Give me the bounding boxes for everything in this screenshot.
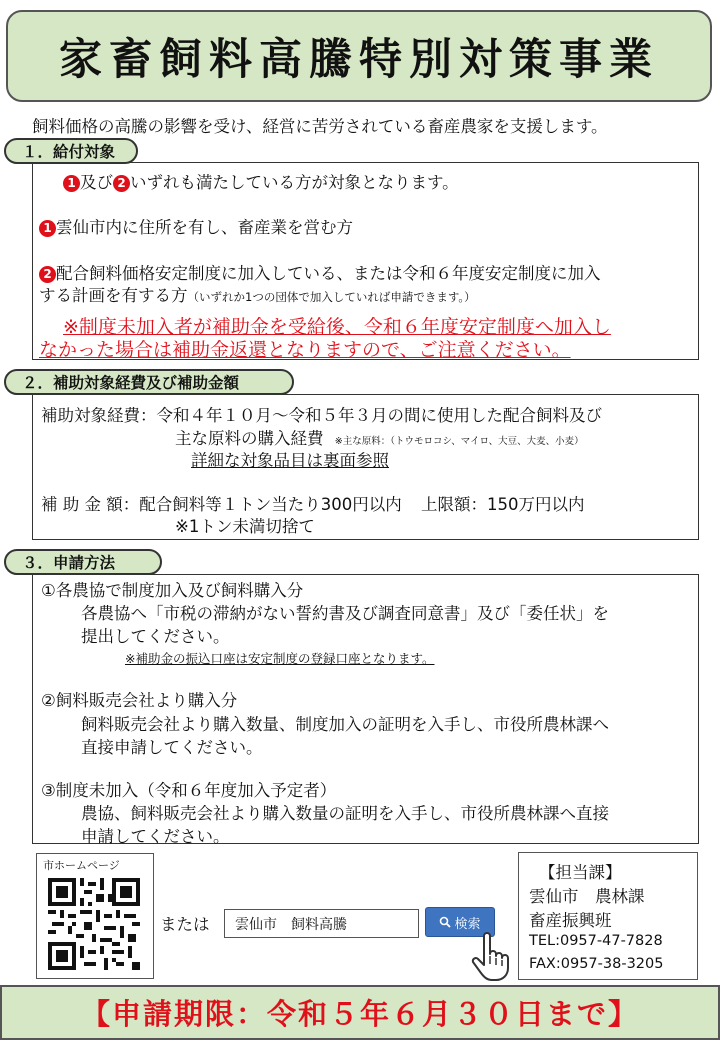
warning-line-1: ※制度未加入者が補助金を受給後、令和６年度安定制度へ加入し — [63, 316, 611, 338]
expense-line-2: 主な原料の購入経費 ※主な原料：（トウモロコシ、マイロ、大豆、大麦、小麦） — [175, 429, 584, 448]
upper-limit: 上限額：150万円以内 — [421, 495, 585, 514]
deadline-text: 【申請期限：令和５年６月３０日まで】 — [80, 997, 639, 1031]
details-reference: 詳細な対象品目は裏面参照 — [191, 451, 389, 470]
account-note: ※補助金の振込口座は安定制度の登録口座となります。 — [125, 651, 435, 666]
eligibility-item-2-cont: する計画を有する方（いずれか1つの団体で加入していれば申請できます。） — [39, 286, 476, 305]
application-box — [32, 574, 699, 844]
search-icon — [439, 916, 451, 928]
number-one-badge: 1 — [63, 175, 80, 192]
contact-tel: TEL:0957-47-7828 — [529, 933, 663, 949]
pointer-hand-icon — [470, 932, 510, 982]
section-1-heading: １．給付対象 — [4, 138, 138, 164]
intro-text: 飼料価格の高騰の影響を受け、経営に苦労されている畜産農家を支援します。 — [32, 117, 608, 136]
method-3-title: ③制度未加入（令和６年度加入予定者） — [41, 781, 337, 800]
or-text: または — [160, 915, 210, 934]
deadline-banner — [0, 985, 720, 1040]
expense-line-1: 補助対象経費：令和４年１０月～令和５年３月の間に使用した配合飼料及び — [41, 406, 602, 425]
contact-fax: FAX:0957-38-3205 — [529, 956, 664, 972]
qr-code-icon[interactable] — [48, 878, 140, 970]
number-two-badge: 2 — [113, 175, 130, 192]
contact-heading: 【担当課】 — [539, 863, 622, 882]
homepage-label: 市ホームページ — [43, 859, 120, 872]
method-2-line-1: 飼料販売会社より購入数量、制度加入の証明を入手し、市役所農林課へ — [81, 715, 609, 734]
expense-box — [32, 394, 699, 540]
number-one-badge: 1 — [39, 220, 56, 237]
method-1-line-2: 提出してください。 — [81, 627, 230, 646]
method-3-line-2: 申請してください。 — [81, 827, 230, 846]
contact-section: 畜産振興班 — [529, 911, 612, 930]
warning-line-2: なかった場合は補助金返還となりますので、ご注意ください。 — [39, 339, 571, 361]
search-button[interactable]: 検索 — [425, 907, 495, 937]
title-banner — [6, 10, 712, 102]
method-2-title: ②飼料販売会社より購入分 — [41, 691, 238, 710]
contact-dept: 雲仙市 農林課 — [529, 887, 645, 906]
method-1-line-1: 各農協へ「市税の滞納がない誓約書及び調査同意書」及び「委任状」を — [81, 604, 609, 623]
section-2-heading: ２．補助対象経費及び補助金額 — [4, 369, 294, 395]
condition-line: 1 及び 2 いずれも満たしている方が対象となります。 — [63, 169, 459, 193]
method-2-line-2: 直接申請してください。 — [81, 738, 263, 757]
eligibility-box — [32, 162, 699, 360]
page-title: 家畜飼料高騰特別対策事業 — [59, 34, 659, 85]
method-1-title: ①各農協で制度加入及び飼料購入分 — [41, 581, 304, 600]
number-two-badge: 2 — [39, 266, 56, 283]
amount-line: 補 助 金 額：配合飼料等１トン当たり300円以内 上限額：150万円以内 — [41, 495, 585, 514]
eligibility-item-2: 2 配合飼料価格安定制度に加入している、または令和６年度安定制度に加入 — [39, 260, 601, 284]
method-3-line-1: 農協、飼料販売会社より購入数量の証明を入手し、市役所農林課へ直接 — [81, 804, 609, 823]
search-input-value: 雲仙市 飼料高騰 — [235, 916, 347, 933]
search-input[interactable] — [224, 909, 419, 938]
raw-material-note: ※主な原料：（トウモロコシ、マイロ、大豆、大麦、小麦） — [334, 436, 584, 447]
section-3-heading: ３．申請方法 — [4, 549, 162, 575]
eligibility-item-1: 1 雲仙市内に住所を有し、畜産業を営む方 — [39, 214, 353, 238]
contact-box — [518, 852, 698, 980]
membership-note: （いずれか1つの団体で加入していれば申請できます。） — [187, 290, 476, 304]
rounding-note: ※1トン未満切捨て — [175, 517, 315, 536]
